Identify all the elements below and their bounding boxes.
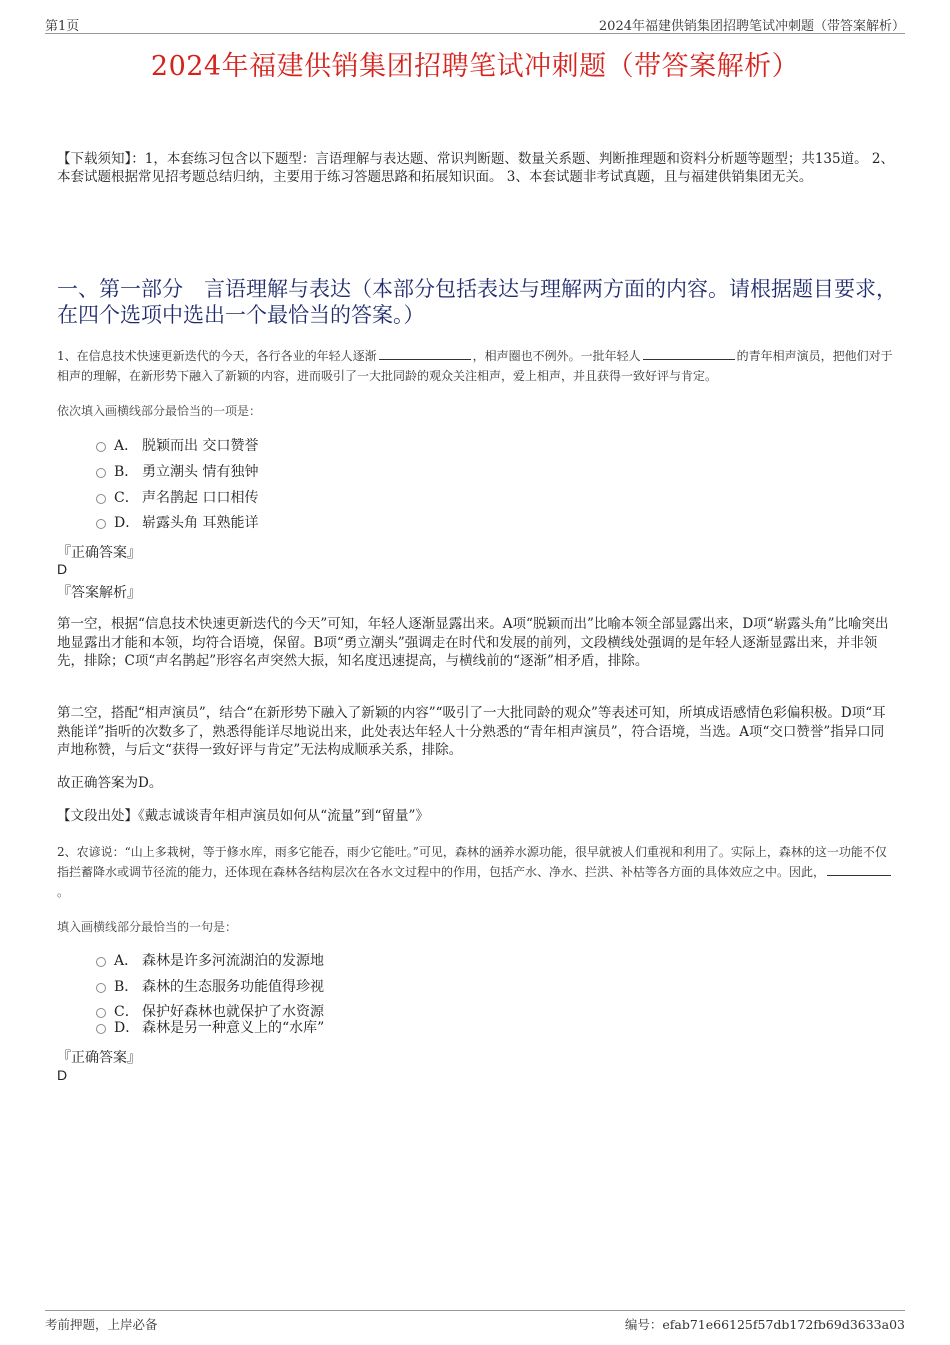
question-1-option-d[interactable]: D． 崭露头角 耳熟能详 <box>96 514 258 532</box>
fill-blank-3 <box>827 864 891 876</box>
question-1-part2: ，相声圈也不例外。一批年轻人 <box>472 349 641 363</box>
section-heading: 一、第一部分 言语理解与表达（本部分包括表达与理解两方面的内容。请根据题目要求，在四个选项中选出一个最恰当的答案。） <box>57 277 897 327</box>
radio-icon[interactable] <box>96 442 106 452</box>
question-1-option-c[interactable]: C． 声名鹊起 口口相传 <box>96 489 258 507</box>
radio-icon[interactable] <box>96 983 106 993</box>
question-2-text <box>57 842 895 902</box>
radio-icon[interactable] <box>96 494 106 504</box>
radio-icon[interactable] <box>96 957 106 967</box>
download-notice: 【下载须知】：1，本套练习包含以下题型：言语理解与表达题、常识判断题、数量关系题、判断推理题和资料分析题等题型；共135道。 2、本套试题根据常见招考题总结归纳，主要用于练习答题思路和拓展知识面。 3、本套试题非考试真题，且与福建供销集团无关。 <box>57 151 894 185</box>
page-number: 第1页 <box>45 19 80 34</box>
question-1-option-b[interactable]: B． 勇立潮头 情有独钟 <box>96 463 258 481</box>
question-2-option-b[interactable]: B． 森林的生态服务功能值得珍视 <box>96 978 324 996</box>
question-2-answer-label: 『正确答案』 <box>57 1050 141 1066</box>
question-1-source: 【文段出处】《戴志诚谈青年相声演员如何从“流量”到“留量”》 <box>57 808 429 824</box>
question-1-option-a[interactable]: A． 脱颖而出 交口赞誉 <box>96 437 258 455</box>
question-2-part2: 。 <box>57 885 70 899</box>
document-title: 2024年福建供销集团招聘笔试冲刺题（带答案解析） <box>150 51 800 82</box>
question-1-part3: 的青年相声演员，把他们对于相声的理解，在新形势下融入了新颖的内容，进而吸引了一大批同龄的观众关注相声，爱上相声，并且获得一致好评与肯定。 <box>57 349 893 383</box>
page-header <box>45 14 905 34</box>
question-1-analysis-paragraph-1: 第一空，根据“信息技术快速更新迭代的今天”可知，年轻人逐渐显露出来。A项“脱颖而出”比喻本领全部显露出来，D项“崭露头角”比喻突出地显露出才能和本领，均符合语境，保留。B项“勇立潮头”强调走在时代和发展的前列，文段横线处强调的是年轻人逐渐显露出来，并非领先，排除；C项“声名鹊起”形容名声突然大振，知名度迅速提高，与横线前的“逐渐”相矛盾，排除。 <box>57 616 889 669</box>
question-2-prompt: 填入画横线部分最恰当的一句是： <box>57 920 238 934</box>
question-1-part1: 1、在信息技术快速更新迭代的今天，各行各业的年轻人逐渐 <box>57 349 377 363</box>
radio-icon[interactable] <box>96 1024 106 1034</box>
question-2-option-d[interactable]: D． 森林是另一种意义上的“水库” <box>96 1019 324 1037</box>
page-footer <box>45 1310 905 1332</box>
fill-blank-2 <box>643 348 735 360</box>
footer-document-id: 编号：efab71e66125f57db172fb69d3633a03 <box>624 1317 905 1332</box>
question-1-answer: D <box>57 561 68 577</box>
question-1-answer-label: 『正确答案』 <box>57 545 141 561</box>
question-1-conclusion: 故正确答案为D。 <box>57 775 163 791</box>
footer-slogan: 考前押题，上岸必备 <box>45 1317 158 1332</box>
radio-icon[interactable] <box>96 1008 106 1018</box>
question-2-answer: D <box>57 1067 68 1083</box>
fill-blank-1 <box>379 348 471 360</box>
radio-icon[interactable] <box>96 519 106 529</box>
header-doc-title: 2024年福建供销集团招聘笔试冲刺题（带答案解析） <box>598 19 905 34</box>
question-1-prompt: 依次填入画横线部分最恰当的一项是： <box>57 404 262 418</box>
question-1-analysis-paragraph-2: 第二空，搭配“相声演员”，结合“在新形势下融入了新颖的内容”“吸引了一大批同龄的观众”等表述可知，所填成语感情色彩偏积极。D项“耳熟能详”指听的次数多了，熟悉得能详尽地说出来，此处表达年轻人十分熟悉的“青年相声演员”，符合语境，当选。A项“交口赞誉”指异口同声地称赞，与后文“获得一致好评与肯定”无法构成顺承关系，排除。 <box>57 705 886 758</box>
question-2-option-c[interactable]: C． 保护好森林也就保护了水资源 <box>96 1003 324 1021</box>
radio-icon[interactable] <box>96 468 106 478</box>
question-2-part1: 2、农谚说：“山上多栽树，等于修水库，雨多它能吞，雨少它能吐。”可见，森林的涵养水源功能，很早就被人们重视和利用了。实际上，森林的这一功能不仅指拦蓄降水或调节径流的能力，还体现在森林各结构层次在各水文过程中的作用，包括产水、净水、拦洪、补枯等各方面的具体效应之中。因此， <box>57 845 887 879</box>
question-1-text <box>57 346 895 386</box>
question-2-option-a[interactable]: A． 森林是许多河流湖泊的发源地 <box>96 952 324 970</box>
question-1-analysis-label: 『答案解析』 <box>57 585 141 601</box>
